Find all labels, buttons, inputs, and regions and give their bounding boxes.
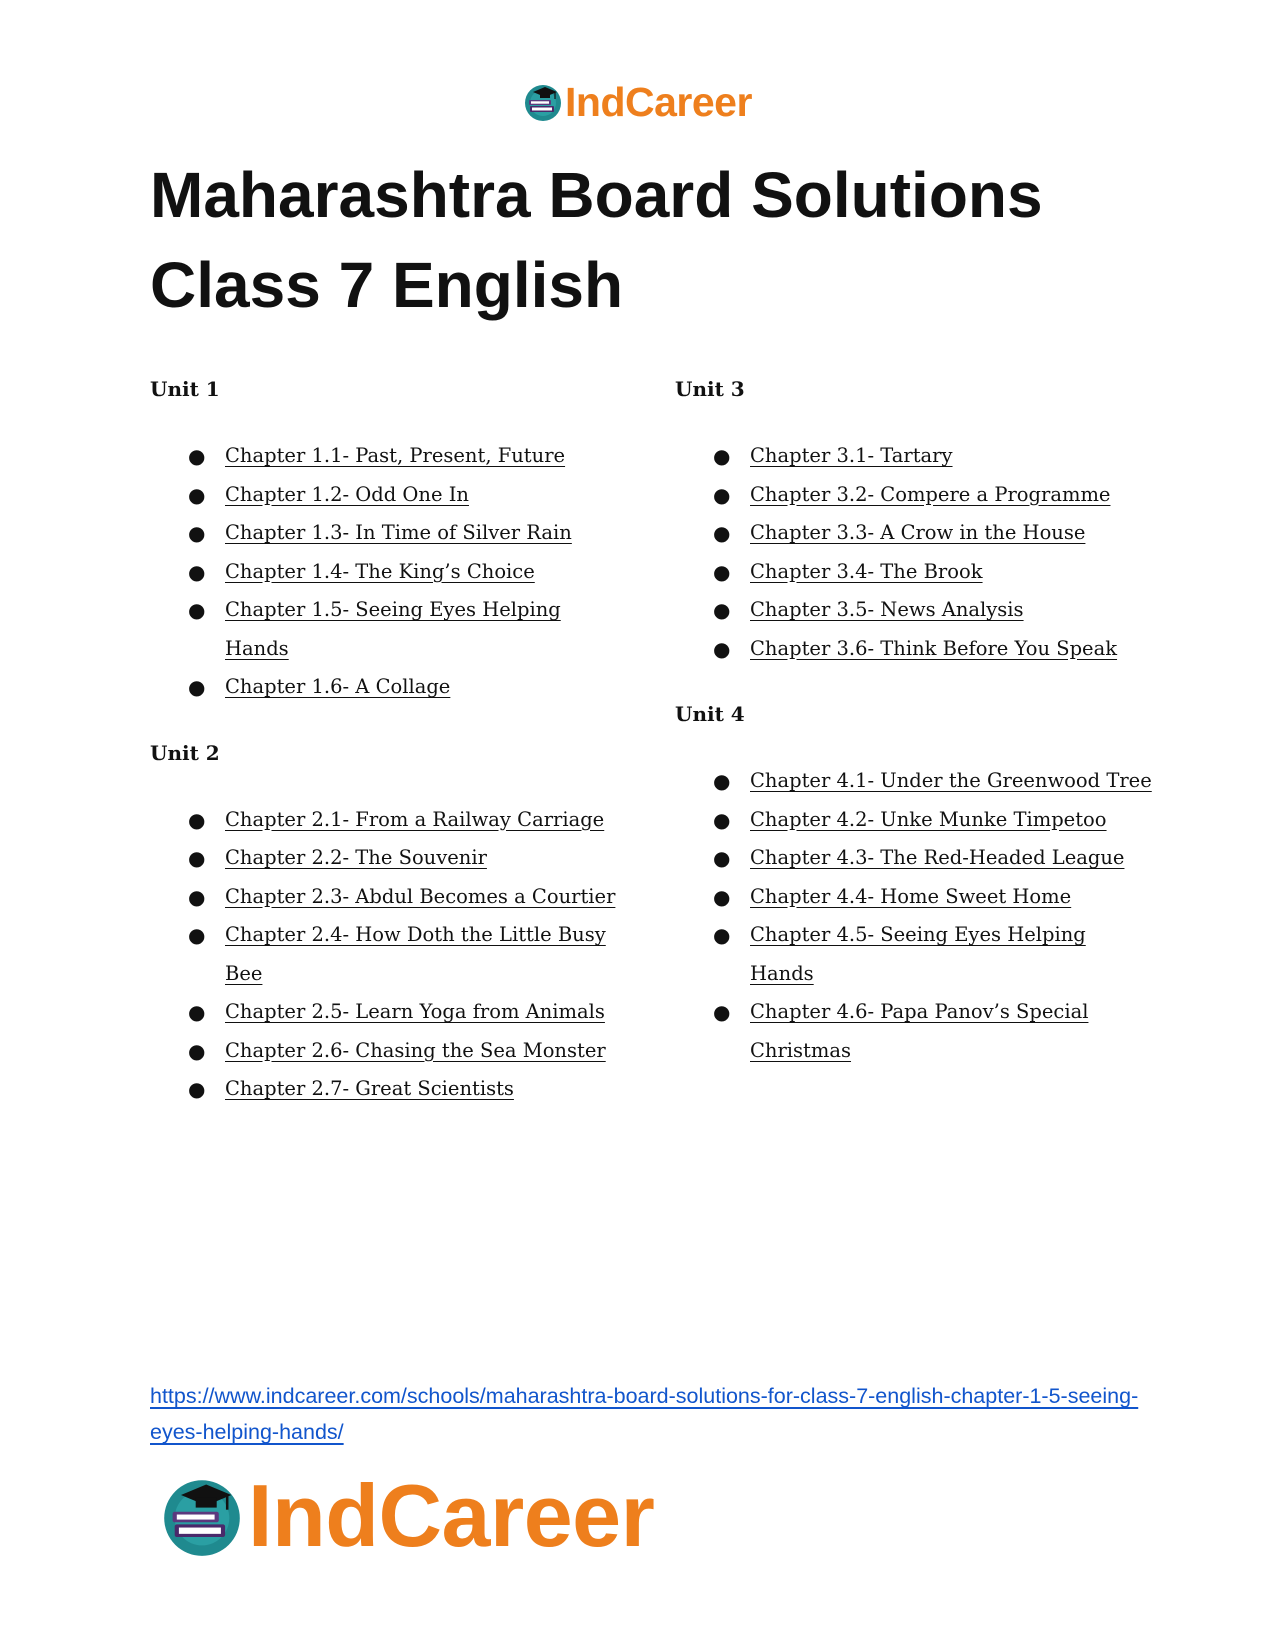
chapter-link[interactable]: Chapter 3.2- Compere a Programme — [750, 482, 1111, 506]
chapter-link[interactable]: Chapter 1.2- Odd One In — [225, 482, 469, 506]
chapter-link[interactable]: Chapter 1.6- A Collage — [225, 675, 451, 698]
list-item — [675, 437, 1155, 476]
title-line-1: Maharashtra Board Solutions — [150, 159, 1043, 231]
chapter-link[interactable]: Chapter 2.6- Chasing the Sea Monster — [225, 1038, 606, 1062]
list-item — [675, 878, 1155, 917]
unit-3 — [675, 375, 1155, 668]
chapter-link[interactable]: Chapter 2.2- The Souvenir — [225, 846, 487, 869]
chapter-link[interactable]: Chapter 3.1- Tartary — [750, 444, 953, 467]
chapter-link[interactable]: Chapter 2.3- Abdul Becomes a Courtier — [225, 884, 616, 908]
bullet-icon: ● — [713, 769, 731, 793]
bullet-icon: ● — [713, 559, 731, 584]
bullet-icon: ● — [713, 1000, 731, 1024]
chapter-link[interactable]: Chapter 1.4- The King’s Choice — [225, 559, 535, 583]
list-item — [150, 801, 630, 840]
left-column — [150, 375, 630, 1141]
list-item — [150, 839, 630, 878]
unit-1 — [150, 375, 630, 707]
list-item — [150, 916, 630, 993]
list-item — [150, 1070, 630, 1109]
bullet-icon: ● — [713, 521, 731, 545]
list-item — [675, 801, 1155, 840]
graduation-cap-book-globe-icon — [523, 82, 563, 122]
list-item — [150, 1032, 630, 1071]
list-item — [150, 437, 630, 476]
chapter-link[interactable]: Chapter 1.1- Past, Present, Future — [225, 444, 566, 467]
chapter-link[interactable]: Chapter 4.5- Seeing Eyes Helping Hands — [750, 923, 1086, 985]
footer-logo — [160, 1466, 655, 1565]
list-item — [150, 476, 630, 515]
chapter-link[interactable]: Chapter 3.4- The Brook — [750, 559, 983, 583]
unit-2 — [150, 739, 630, 1109]
bullet-icon: ● — [713, 807, 731, 832]
brand-name: IndCareer — [565, 79, 752, 125]
unit-heading: Unit 4 — [675, 702, 745, 726]
chapter-link[interactable]: Chapter 3.5- News Analysis — [750, 598, 1024, 621]
list-item — [675, 591, 1155, 630]
list-item — [150, 553, 630, 592]
chapter-link[interactable]: Chapter 3.6- Think Before You Speak — [750, 636, 1118, 660]
unit-heading: Unit 2 — [150, 740, 220, 765]
chapter-link[interactable]: Chapter 4.6- Papa Panov’s Special Christmas — [750, 1000, 1089, 1062]
chapter-link[interactable]: Chapter 2.7- Great Scientists — [225, 1077, 514, 1100]
bullet-icon: ● — [713, 598, 731, 622]
chapter-link[interactable]: Chapter 2.1- From a Railway Carriage — [225, 807, 605, 831]
list-item — [675, 476, 1155, 515]
bullet-icon: ● — [713, 444, 731, 468]
chapter-link[interactable]: Chapter 4.3- The Red-Headed League — [750, 846, 1125, 869]
brand-name: IndCareer — [248, 1466, 655, 1565]
unit-4 — [675, 700, 1155, 1070]
bullet-icon: ● — [713, 636, 731, 661]
page-title — [150, 150, 1150, 330]
list-item — [675, 993, 1155, 1070]
chapter-link[interactable]: Chapter 4.4- Home Sweet Home — [750, 884, 1072, 908]
list-item — [150, 591, 630, 668]
chapter-link[interactable]: Chapter 4.1- Under the Greenwood Tree — [750, 769, 1152, 792]
chapter-list — [150, 437, 630, 707]
bullet-icon: ● — [188, 444, 206, 468]
unit-heading: Unit 1 — [150, 377, 220, 401]
chapter-list — [675, 762, 1155, 1070]
source-url-link[interactable]: https://www.indcareer.com/schools/maharashtra-board-solutions-for-class-7-english-chapter-1-5-seeing-eyes-helping-hands/ — [150, 1384, 1139, 1444]
chapter-link[interactable]: Chapter 3.3- A Crow in the House — [750, 521, 1086, 544]
chapter-link[interactable]: Chapter 1.5- Seeing Eyes Helping Hands — [225, 598, 561, 660]
bullet-icon: ● — [188, 521, 206, 545]
header-logo — [0, 80, 1275, 124]
list-item — [150, 668, 630, 707]
bullet-icon: ● — [188, 1038, 206, 1063]
bullet-icon: ● — [188, 675, 206, 699]
list-item — [150, 514, 630, 553]
list-item — [675, 916, 1155, 993]
bullet-icon: ● — [188, 807, 206, 832]
list-item — [675, 514, 1155, 553]
bullet-icon: ● — [713, 923, 731, 947]
list-item — [675, 839, 1155, 878]
bullet-icon: ● — [188, 482, 206, 507]
chapter-link[interactable]: Chapter 4.2- Unke Munke Timpetoo — [750, 807, 1107, 831]
bullet-icon: ● — [188, 559, 206, 584]
list-item — [675, 630, 1155, 669]
bullet-icon: ● — [188, 923, 206, 947]
list-item — [675, 553, 1155, 592]
bullet-icon: ● — [188, 884, 206, 909]
chapter-list — [150, 801, 630, 1109]
bullet-icon: ● — [713, 884, 731, 909]
list-item — [150, 878, 630, 917]
bullet-icon: ● — [713, 482, 731, 507]
chapter-link[interactable]: Chapter 2.4- How Doth the Little Busy Bee — [225, 923, 606, 985]
bullet-icon: ● — [188, 598, 206, 622]
list-item — [150, 993, 630, 1032]
unit-heading: Unit 3 — [675, 377, 745, 401]
chapter-list — [675, 437, 1155, 668]
bullet-icon: ● — [188, 1000, 206, 1024]
bullet-icon: ● — [188, 846, 206, 870]
bullet-icon: ● — [188, 1077, 206, 1101]
bullet-icon: ● — [713, 846, 731, 870]
chapter-link[interactable]: Chapter 2.5- Learn Yoga from Animals — [225, 1000, 605, 1023]
chapter-link[interactable]: Chapter 1.3- In Time of Silver Rain — [225, 521, 572, 544]
list-item — [675, 762, 1155, 801]
title-line-2: Class 7 English — [150, 249, 624, 321]
right-column — [675, 375, 1155, 1102]
graduation-cap-book-globe-icon — [160, 1474, 244, 1558]
